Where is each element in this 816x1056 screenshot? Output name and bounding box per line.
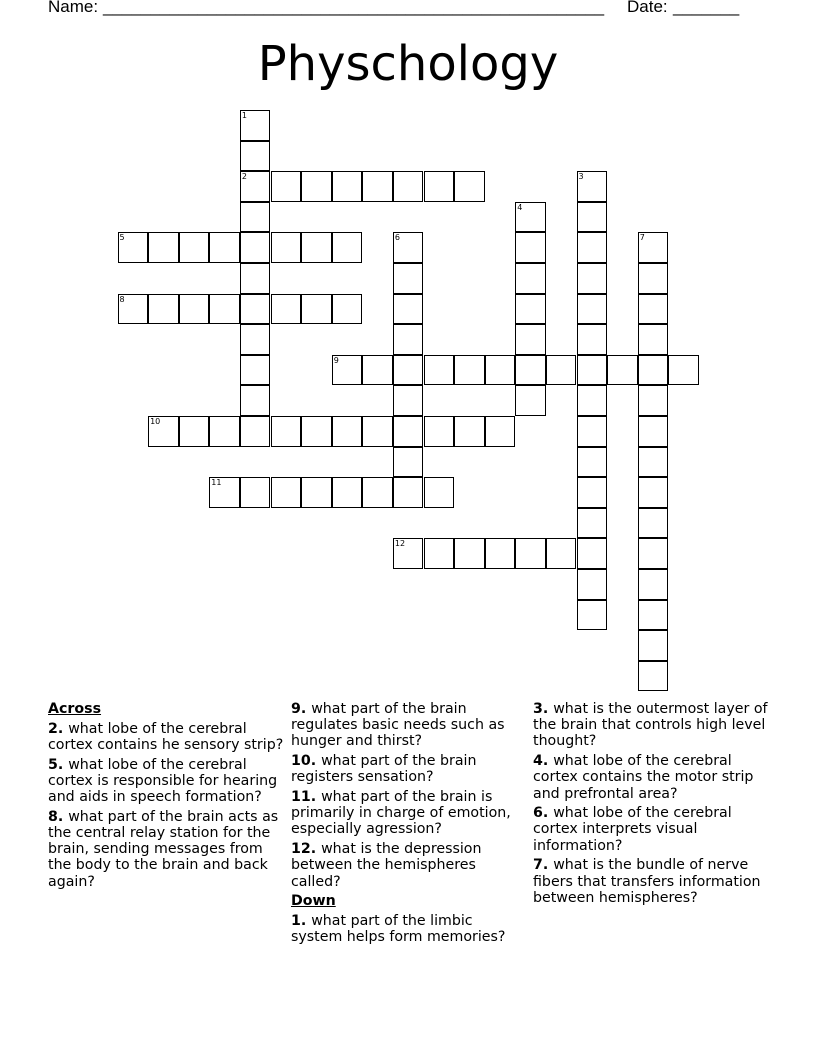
clue-number: 2 — [241, 172, 247, 182]
crossword-cell[interactable] — [240, 171, 271, 202]
crossword-cell[interactable] — [393, 477, 424, 508]
crossword-cell[interactable] — [332, 171, 363, 202]
crossword-cell[interactable] — [454, 416, 485, 447]
crossword-cell[interactable] — [240, 232, 271, 263]
crossword-cell[interactable] — [638, 477, 669, 508]
crossword-cell[interactable] — [638, 661, 669, 692]
crossword-cell[interactable] — [638, 600, 669, 631]
crossword-cell[interactable] — [485, 416, 516, 447]
crossword-cell[interactable] — [240, 477, 271, 508]
clue-item: 1. what part of the limbic system helps form memories? — [291, 912, 506, 946]
crossword-cell[interactable] — [485, 355, 516, 386]
crossword-cell[interactable] — [577, 538, 608, 569]
crossword-cell[interactable] — [424, 416, 455, 447]
crossword-cell[interactable] — [271, 294, 302, 325]
crossword-cell[interactable] — [638, 263, 669, 294]
crossword-cell[interactable] — [638, 447, 669, 478]
name-label: Name: — [48, 0, 99, 16]
crossword-cell[interactable] — [515, 294, 546, 325]
crossword-cell[interactable] — [393, 232, 424, 263]
crossword-cell[interactable] — [577, 324, 608, 355]
crossword-cell[interactable] — [607, 355, 638, 386]
date-blank: _______ — [673, 0, 740, 16]
crossword-cell[interactable] — [240, 202, 271, 233]
crossword-cell[interactable] — [393, 416, 424, 447]
crossword-cell[interactable] — [515, 232, 546, 263]
crossword-cell[interactable] — [271, 171, 302, 202]
clue-number: 8 — [119, 294, 125, 304]
name-blank: _____________________________________________________ — [103, 0, 605, 16]
down-heading: Down — [291, 893, 336, 910]
crossword-cell[interactable] — [179, 416, 210, 447]
clue-number: 9 — [333, 355, 339, 365]
clue-number: 3 — [578, 172, 584, 182]
clue-item: 4. what lobe of the cerebral cortex contains the motor strip and prefrontal area? — [533, 753, 754, 802]
clue-item: 8. what part of the brain acts as the central relay station for the brain, sending messages from the body to the brain and back again? — [48, 808, 279, 890]
across-heading: Across — [48, 701, 102, 717]
crossword-cell[interactable] — [271, 477, 302, 508]
crossword-cell[interactable] — [638, 355, 669, 386]
crossword-cell[interactable] — [546, 355, 577, 386]
crossword-cell[interactable] — [393, 355, 424, 386]
crossword-cell[interactable] — [577, 263, 608, 294]
crossword-cell[interactable] — [638, 569, 669, 600]
crossword-cell[interactable] — [515, 202, 546, 233]
page-title: Physchology — [257, 36, 559, 92]
crossword-cell[interactable] — [209, 232, 240, 263]
clue-column-3 — [533, 701, 769, 909]
crossword-cell[interactable] — [240, 110, 271, 141]
crossword-cell[interactable] — [301, 416, 332, 447]
crossword-cell[interactable] — [209, 416, 240, 447]
crossword-cell[interactable] — [638, 294, 669, 325]
crossword-cell[interactable] — [332, 355, 363, 386]
crossword-cell[interactable] — [424, 538, 455, 569]
clue-item: 11. what part of the brain is primarily in charge of emotion, especially agression? — [291, 789, 511, 838]
crossword-cell[interactable] — [577, 508, 608, 539]
clue-number: 6 — [394, 233, 400, 243]
crossword-cell[interactable] — [638, 630, 669, 661]
crossword-cell[interactable] — [577, 600, 608, 631]
crossword-cell[interactable] — [301, 232, 332, 263]
crossword-cell[interactable] — [301, 477, 332, 508]
crossword-cell[interactable] — [148, 416, 179, 447]
clue-item: 9. what part of the brain regulates basic needs such as hunger and thirst? — [291, 701, 505, 750]
clue-column-1 — [48, 701, 284, 893]
date-label: Date: — [627, 0, 668, 16]
crossword-cell[interactable] — [577, 569, 608, 600]
crossword-cell[interactable] — [362, 171, 393, 202]
clue-number: 7 — [639, 233, 645, 243]
crossword-cell[interactable] — [118, 294, 149, 325]
crossword-cell[interactable] — [240, 141, 271, 172]
crossword-cell[interactable] — [638, 416, 669, 447]
crossword-cell[interactable] — [240, 416, 271, 447]
crossword-cell[interactable] — [362, 416, 393, 447]
crossword-cell[interactable] — [179, 294, 210, 325]
crossword-cell[interactable] — [485, 538, 516, 569]
crossword-cell[interactable] — [393, 324, 424, 355]
crossword-cell[interactable] — [577, 416, 608, 447]
crossword-cell[interactable] — [515, 324, 546, 355]
crossword-cell[interactable] — [179, 232, 210, 263]
crossword-cell[interactable] — [148, 232, 179, 263]
clue-item: 10. what part of the brain registers sensation? — [291, 753, 477, 786]
crossword-cell[interactable] — [332, 416, 363, 447]
crossword-cell[interactable] — [240, 294, 271, 325]
crossword-cell[interactable] — [362, 355, 393, 386]
crossword-cell[interactable] — [393, 171, 424, 202]
crossword-cell[interactable] — [515, 355, 546, 386]
crossword-cell[interactable] — [301, 294, 332, 325]
crossword-cell[interactable] — [118, 232, 149, 263]
crossword-cell[interactable] — [240, 324, 271, 355]
crossword-cell[interactable] — [332, 294, 363, 325]
crossword-cell[interactable] — [393, 447, 424, 478]
crossword-cell[interactable] — [515, 263, 546, 294]
clue-number: 5 — [119, 233, 125, 243]
crossword-cell[interactable] — [546, 538, 577, 569]
crossword-cell[interactable] — [577, 171, 608, 202]
crossword-cell[interactable] — [638, 508, 669, 539]
crossword-cell[interactable] — [393, 385, 424, 416]
clue-item: 12. what is the depression between the hemispheres called? — [291, 841, 482, 890]
crossword-cell[interactable] — [515, 538, 546, 569]
crossword-cell[interactable] — [638, 385, 669, 416]
clue-item: 5. what lobe of the cerebral cortex is responsible for hearing and aids in speech formation? — [48, 756, 278, 806]
crossword-cell[interactable] — [577, 385, 608, 416]
crossword-cell[interactable] — [332, 232, 363, 263]
clue-number: 10 — [150, 417, 161, 426]
crossword-cell[interactable] — [577, 447, 608, 478]
crossword-cell[interactable] — [240, 385, 271, 416]
crossword-cell[interactable] — [393, 538, 424, 569]
crossword-cell[interactable] — [454, 538, 485, 569]
crossword-cell[interactable] — [301, 171, 332, 202]
clue-item: 2. what lobe of the cerebral cortex contains he sensory strip? — [48, 720, 284, 753]
clue-number: 1 — [241, 111, 247, 120]
crossword-cell[interactable] — [668, 355, 699, 386]
crossword-cell[interactable] — [332, 477, 363, 508]
crossword-cell[interactable] — [424, 477, 455, 508]
crossword-cell[interactable] — [454, 355, 485, 386]
clue-item: 6. what lobe of the cerebral cortex interprets visual information? — [533, 805, 732, 854]
crossword-cell[interactable] — [638, 232, 669, 263]
crossword-cell[interactable] — [271, 416, 302, 447]
crossword-cell[interactable] — [577, 477, 608, 508]
clue-item: 7. what is the bundle of nerve fibers that transfers information between hemispheres? — [533, 857, 761, 906]
clue-number: 4 — [517, 202, 523, 212]
crossword-cell[interactable] — [638, 538, 669, 569]
crossword-cell[interactable] — [515, 385, 546, 416]
crossword-cell[interactable] — [577, 294, 608, 325]
crossword-cell[interactable] — [240, 355, 271, 386]
crossword-cell[interactable] — [424, 355, 455, 386]
crossword-cell[interactable] — [424, 171, 455, 202]
clue-column-2 — [291, 701, 527, 949]
crossword-cell[interactable] — [240, 263, 271, 294]
crossword-cell[interactable] — [577, 355, 608, 386]
clue-number: 12 — [394, 539, 406, 549]
crossword-cell[interactable] — [577, 202, 608, 233]
crossword-cell[interactable] — [271, 232, 302, 263]
crossword-cell[interactable] — [393, 263, 424, 294]
clue-number: 11 — [211, 478, 222, 488]
crossword-cell[interactable] — [209, 294, 240, 325]
crossword-cell[interactable] — [638, 324, 669, 355]
crossword-cell[interactable] — [577, 232, 608, 263]
crossword-cell[interactable] — [209, 477, 240, 508]
crossword-cell[interactable] — [454, 171, 485, 202]
crossword-cell[interactable] — [362, 477, 393, 508]
crossword-cell[interactable] — [393, 294, 424, 325]
crossword-cell[interactable] — [148, 294, 179, 325]
clue-item: 3. what is the outermost layer of the brain that controls high level thought? — [533, 701, 768, 750]
